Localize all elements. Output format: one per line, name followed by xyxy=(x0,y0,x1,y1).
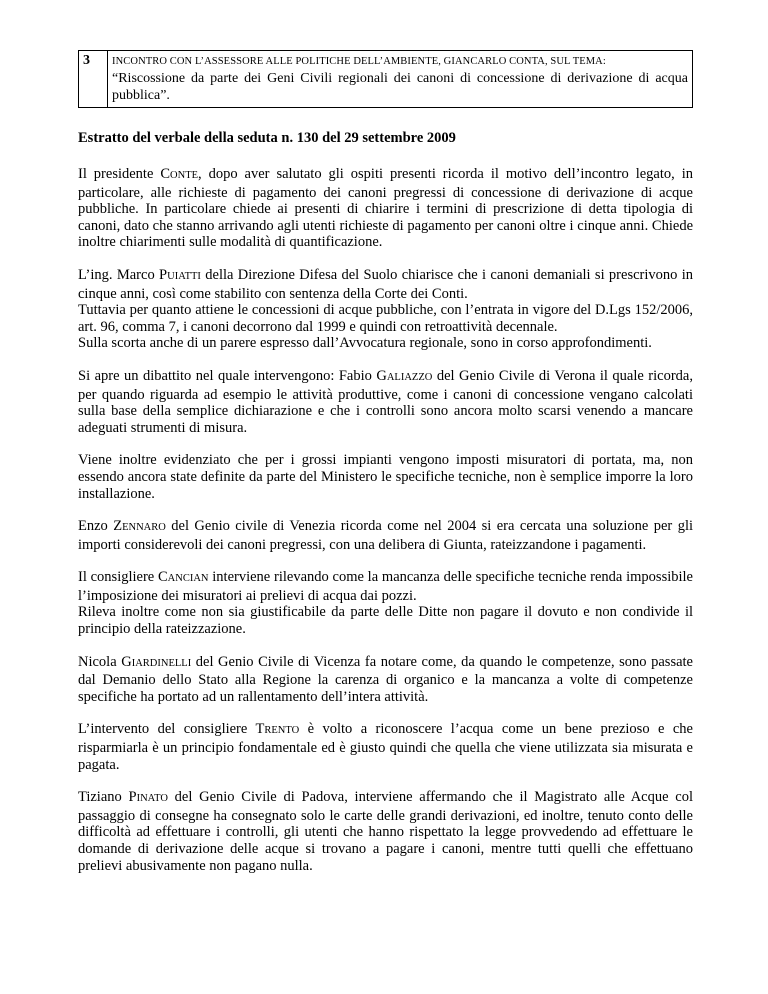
p6-text-a: Il consigliere C xyxy=(78,569,168,586)
p1-text-a: Il presidente C xyxy=(78,166,171,182)
p6-text-c: Rileva inoltre come non sia giustificabile da parte delle Ditte non pagare il dovuto e non condivide il principio della rateizzazione. xyxy=(78,604,693,638)
paragraph-conte xyxy=(78,166,693,251)
paragraph-giardinelli xyxy=(78,654,693,706)
extract-title: Estratto del verbale della seduta n. 130 del 29 settembre 2009 xyxy=(78,130,456,146)
agenda-row xyxy=(79,51,693,108)
agenda-item-number: 3 xyxy=(79,51,108,108)
p9-text-b: del Genio Civile di Padova, interviene affermando che il Magistrato alle Acque col passaggio di consegne ha consegnato solo le carte delle grandi derivazioni, ed inoltre, tenuto conto delle difficoltà ad effettuare i controlli, gli utenti che hanno rispettato la legge provvedendo ad effettuare le domande di derivazione delle acque si trovano a pagare i canoni, mentre tutti quelli che effettuano prelievi abusivamente non pagano nulla. xyxy=(78,789,693,874)
p3-text-a: Si apre un dibattito nel quale intervengono: Fabio G xyxy=(78,367,387,384)
p7-text-b: del Genio Civile di Vicenza fa notare come, da quando le competenze, sono passate dal Demanio dello Stato alla Regione la carenza di organico e la mancanza a volte di competenze specifiche ha portato ad un rallentamento dell’intera attività. xyxy=(78,653,693,705)
p5-surname: ENNARO xyxy=(122,522,166,534)
p6-text-b: interviene rilevando come la mancanza delle specifiche tecniche renda impossibile l’imposizione dei misuratori ai prelievi di acqua dai pozzi. xyxy=(78,569,693,604)
p2-text-b: della Direzione Difesa del Suolo chiarisce che i canoni demaniali si prescrivono in cinque anni, così come stabilito con sentenza della Corte dei Conti. xyxy=(78,266,694,302)
p8-surname: RENTO xyxy=(264,725,300,737)
p9-text-a: Tiziano P xyxy=(78,789,137,806)
paragraph-misuratori: Viene inoltre evidenziato che per i grossi impianti vengono imposti misuratori di portata, ma, non essendo ancora state definite da parte del Ministero le specifiche tecniche, non è semplice imporre la loro installazione. xyxy=(78,452,693,502)
p3-text-b: del Genio Civile di Verona il quale ricorda, per quando riguarda ad esempio le attività produttive, come i canoni di concessione vengano calcolati sulla base della semplice dichiarazione e che i controlli sono ancora molto scarsi venendo a mancare adeguati strumenti di misura. xyxy=(78,367,693,436)
paragraph-zennaro xyxy=(78,518,693,553)
paragraph-pinato xyxy=(78,789,693,874)
document-page xyxy=(78,50,693,890)
agenda-item-table xyxy=(78,50,693,108)
p1-surname: ONTE xyxy=(170,170,199,181)
p8-text-a: L’intervento del consigliere T xyxy=(78,721,265,738)
p6-surname: ANCIAN xyxy=(167,573,209,585)
p7-surname: IARDINELLI xyxy=(131,657,192,669)
paragraph-puiatti xyxy=(78,267,693,352)
p2-text-c: Tuttavia per quanto attiene le concessioni di acque pubbliche, con l’entrata in vigore del D.Lgs 152/2006, art. 96, comma 7, i canoni decorrono dal 1999 e quindi con retroattività decennale. xyxy=(78,302,693,335)
p8-text-b: è volto a riconoscere l’acqua come un bene prezioso e che risparmiarla è un principio fondamentale ed è giusto quindi che quella che viene utilizzata sia misurata e pagata. xyxy=(78,721,693,773)
p2-text-a: L’ing. Marco P xyxy=(78,266,168,283)
agenda-item-topic: “Riscossione da parte dei Geni Civili regionali dei canoni di concessione di derivazione di acqua pubblica”. xyxy=(112,71,688,103)
p2-surname: UIATTI xyxy=(167,270,201,282)
paragraph-cancian xyxy=(78,569,693,637)
agenda-item-description xyxy=(108,51,693,108)
paragraph-galiazzo xyxy=(78,368,693,436)
p7-text-a: Nicola G xyxy=(78,653,132,670)
p1-text-b: , dopo aver salutato gli ospiti presenti ricorda il motivo dell’incontro legato, in particolare, alle richieste di pagamento dei canoni pregressi di concessione di derivazione di acque pubbliche. In particolare chiede ai presenti di chiarire i termini di prescrizione di detta tipologia di canoni, dato che stanno arrivando agli utenti richieste di pagamento per canoni oltre i cinque anni. Chiede inoltre chiarimenti sulle modalità di quantificazione. xyxy=(78,166,693,251)
p2-text-d: Sulla scorta anche di un parere espresso dall’Avvocatura regionale, sono in corso approfondimenti. xyxy=(78,335,652,352)
p5-text-a: Enzo Z xyxy=(78,518,123,535)
p9-surname: INATO xyxy=(136,793,168,805)
p3-surname: ALIAZZO xyxy=(386,371,433,383)
paragraph-trento xyxy=(78,721,693,773)
p5-text-b: del Genio civile di Venezia ricorda come nel 2004 si era cercata una soluzione per gli importi considerevoli dei canoni pregressi, con una delibera di Giunta, rateizzandone i pagamenti. xyxy=(78,518,693,553)
agenda-item-heading: INCONTRO CON L’ASSESSORE ALLE POLITICHE DELL’AMBIENTE, GIANCARLO CONTA, SUL TEMA: xyxy=(112,56,606,67)
